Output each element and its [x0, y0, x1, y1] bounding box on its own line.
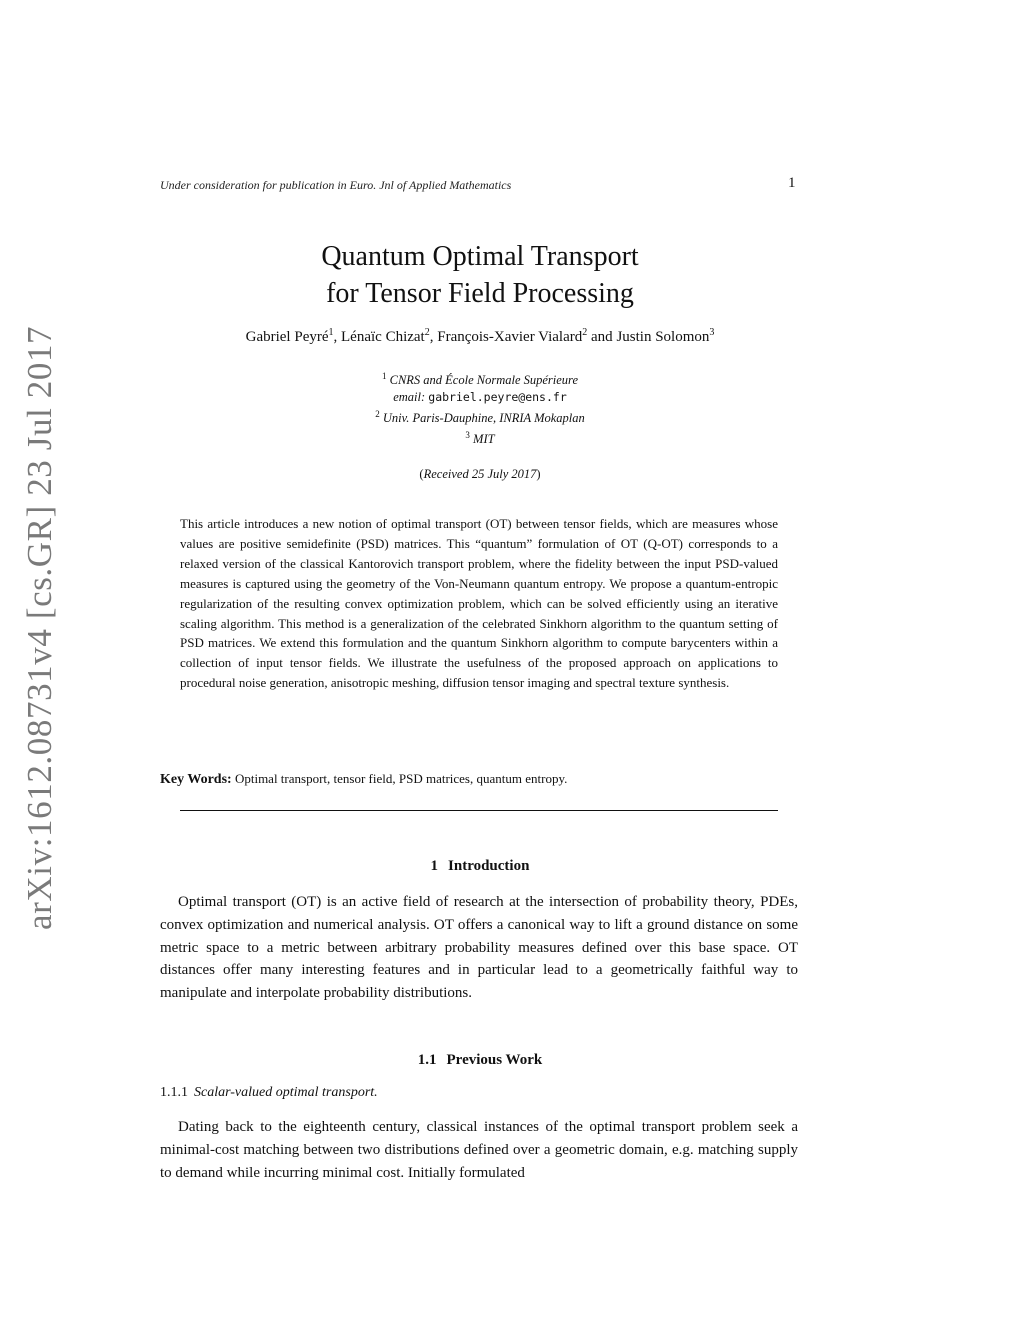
- subsection-heading-previous-work: [160, 1052, 800, 1069]
- title-line-2: for Tensor Field Processing: [326, 278, 634, 309]
- author-name: Justin Solomon: [616, 329, 710, 345]
- author-separator: ,: [429, 329, 434, 345]
- section-heading-introduction: [160, 858, 800, 875]
- affiliation-mark: 2: [582, 327, 588, 338]
- abstract-divider: [180, 810, 778, 811]
- author-separator: ,: [333, 329, 338, 345]
- email-label: email:: [393, 390, 426, 405]
- section-title: Introduction: [448, 858, 530, 874]
- paper-title: [160, 238, 800, 312]
- keywords: [160, 771, 800, 788]
- received-date: [160, 467, 800, 482]
- received-open-paren: (: [419, 467, 424, 481]
- page-number: 1: [788, 175, 796, 191]
- subsubsection-number: 1.1.1: [160, 1085, 188, 1100]
- author-list: [160, 327, 800, 346]
- previous-work-paragraph: Dating back to the eighteenth century, classical instances of the optimal transport problem seek a minimal-cost matching between two distributions defined over a geometric domain, e.g. matching supply to demand while incurring minimal cost. Initially formulated: [160, 1119, 798, 1181]
- author-name: Lénaïc Chizat: [341, 329, 425, 345]
- subsubsection-heading: [160, 1085, 378, 1101]
- email-line: [160, 389, 800, 406]
- introduction-paragraph: Optimal transport (OT) is an active field of research at the intersection of probability theory, PDEs, convex optimization and numerical analysis. OT offers a canonical way to lift a ground distance on some metric space to a metric between arbitrary probability measures defined over this base space. OT distances offer many interesting features and in particular lead to a geometrically faithful way to manipulate and interpolate probability distributions.: [160, 894, 798, 1002]
- affiliations: [160, 368, 800, 448]
- title-line-1: Quantum Optimal Transport: [321, 241, 639, 272]
- abstract: This article introduces a new notion of optimal transport (OT) between tensor fields, which are measures whose values are positive semidefinite (PSD) matrices. This “quantum” formulation of OT (Q-OT) corresponds to a relaxed version of the classical Kantorovich transport problem, where the fidelity between the input PSD-valued measures is captured using the geometry of the Von-Neumann quantum entropy. We propose a quantum-entropic regularization of the resulting convex optimization problem, which can be solved efficiently using an iterative scaling algorithm. This method is a generalization of the celebrated Sinkhorn algorithm to the quantum setting of PSD matrices. We extend this formulation and the quantum Sinkhorn algorithm to compute barycenters within a collection of input tensor fields. We illustrate the usefulness of the proposed approach on applications to procedural noise generation, anisotropic meshing, diffusion tensor imaging and spectral texture synthesis.: [180, 516, 778, 691]
- subsection-title: Previous Work: [446, 1052, 543, 1068]
- affiliation-name: MIT: [473, 432, 495, 447]
- affiliation-mark: 1: [381, 371, 387, 381]
- affiliation-mark: 2: [424, 327, 430, 338]
- received-close-paren: ): [536, 467, 541, 481]
- affiliation-1: [160, 368, 800, 389]
- affiliation-mark: 2: [375, 409, 380, 420]
- affiliation-2: [160, 406, 800, 427]
- subsubsection-title: Scalar-valued optimal transport.: [194, 1085, 378, 1100]
- keywords-text: Optimal transport, tensor field, PSD matrices, quantum entropy.: [234, 771, 568, 786]
- affiliation-mark: 1: [328, 327, 334, 338]
- email-address[interactable]: gabriel.peyre@ens.fr: [428, 390, 567, 405]
- received-text: Received 25 July 2017: [423, 467, 537, 481]
- keywords-label: Key Words:: [160, 772, 232, 787]
- section-number: 1: [430, 858, 439, 874]
- affiliation-name: CNRS and École Normale Supérieure: [389, 373, 579, 388]
- author-separator: and: [591, 329, 613, 345]
- affiliation-3: [160, 427, 800, 448]
- running-head: Under consideration for publication in Euro. Jnl of Applied Mathematics: [160, 178, 512, 192]
- affiliation-name: Univ. Paris-Dauphine, INRIA Mokaplan: [382, 411, 585, 426]
- affiliation-mark: 3: [465, 430, 470, 441]
- author-name: François-Xavier Vialard: [437, 329, 583, 345]
- arxiv-identifier-stamp[interactable]: arXiv:1612.08731v4 [cs.GR] 23 Jul 2017: [20, 325, 59, 930]
- affiliation-mark: 3: [709, 327, 715, 338]
- subsection-number: 1.1: [417, 1052, 437, 1068]
- author-name: Gabriel Peyré: [245, 329, 329, 345]
